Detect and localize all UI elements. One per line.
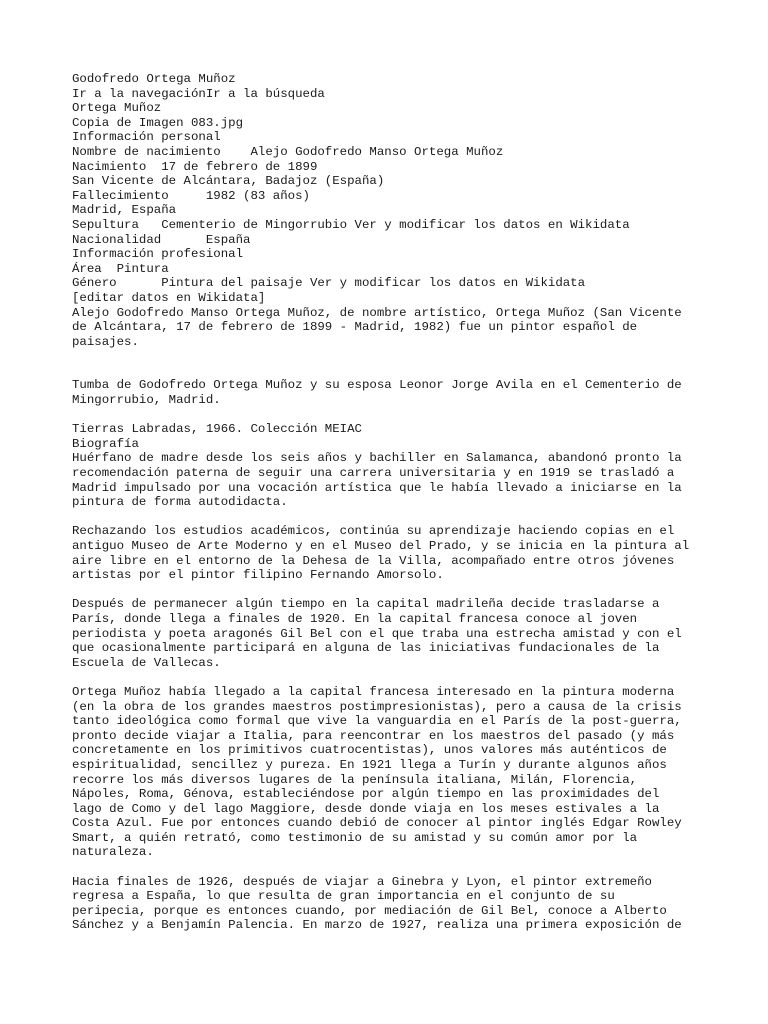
skip-navigation-links[interactable]: Ir a la navegaciónIr a la búsqueda: [72, 86, 325, 101]
spacer: [72, 510, 712, 525]
infobox-burial-row[interactable]: Sepultura Cementerio de Mingorrubio Ver y modificar los datos en Wikidata: [72, 217, 630, 232]
biography-paragraph: Rechazando los estudios académicos, continúa su aprendizaje haciendo copias en el antiguo Museo de Arte Moderno y en el Museo del Prado, y se inicia en la pintura al aire libre en el entorno de la Dehesa de la Villa, acompañado entre otros jóvenes artistas por el pintor filipino Fernando Amorsolo.: [72, 524, 690, 583]
infobox-image-caption[interactable]: Copia de Imagen 083.jpg: [72, 115, 244, 130]
page-title: Godofredo Ortega Muñoz: [72, 72, 236, 86]
biography-paragraph: Hacia finales de 1926, después de viajar a Ginebra y Lyon, el pintor extremeño regresa a España, lo que resulta de gran importancia en el conjunto de su peripecia, porque es entonces cuando, por mediación de Gil Bel, conoce a Alberto Sánchez y a Benjamín Palencia. En marzo de 1927, realiza una primera exposición de: [72, 874, 682, 933]
document-page: [72, 72, 712, 933]
spacer: [72, 670, 712, 685]
infobox-name: Ortega Muñoz: [72, 101, 162, 116]
infobox-nationality-row: Nacionalidad España: [72, 232, 251, 247]
intro-paragraph: Alejo Godofredo Manso Ortega Muñoz, de nombre artístico, Ortega Muñoz (San Vicente de Alcántara, 17 de febrero de 1899 - Madrid, 1982) fue un pintor español de paisajes.: [72, 305, 682, 349]
infobox: [72, 101, 712, 305]
painting-image-caption: Tierras Labradas, 1966. Colección MEIAC: [72, 422, 362, 437]
infobox-section-personal: Información personal: [72, 130, 221, 145]
spacer: [72, 349, 712, 378]
biography-paragraph: Después de permanecer algún tiempo en la capital madrileña decide trasladarse a París, donde llega a finales de 1920. En la capital francesa conoce al joven periodista y poeta aragonés Gil Bel con el que traba una estrecha amistad y con el que ocasionalmente participará en alguna de las iniciativas fundacionales de la Escuela de Vallecas.: [72, 597, 682, 670]
spacer: [72, 860, 712, 875]
infobox-section-professional: Información profesional: [72, 247, 244, 262]
spacer: [72, 408, 712, 423]
infobox-edit-link[interactable]: [editar datos en Wikidata]: [72, 290, 266, 305]
infobox-birth-name-row: Nombre de nacimiento Alejo Godofredo Manso Ortega Muñoz: [72, 144, 504, 159]
biography-paragraph: Huérfano de madre desde los seis años y bachiller en Salamanca, abandonó pronto la recomendación paterna de seguir una carrera universitaria y en 1919 se trasladó a Madrid impulsado por una vocación artística que le había llevado a iniciarse en la pintura de forma autodidacta.: [72, 451, 682, 510]
infobox-genre-row[interactable]: Género Pintura del paisaje Ver y modificar los datos en Wikidata: [72, 276, 586, 291]
infobox-death-row: Fallecimiento 1982 (83 años): [72, 188, 310, 203]
tomb-image-caption: Tumba de Godofredo Ortega Muñoz y su esposa Leonor Jorge Avila en el Cementerio de Mingorrubio, Madrid.: [72, 378, 682, 408]
infobox-birth-row: Nacimiento 17 de febrero de 1899: [72, 159, 318, 174]
infobox-birth-place[interactable]: San Vicente de Alcántara, Badajoz (España): [72, 174, 385, 189]
infobox-death-place[interactable]: Madrid, España: [72, 203, 177, 218]
biography-paragraph: Ortega Muñoz había llegado a la capital francesa interesado en la pintura moderna (en la obra de los grandes maestros postimpresionistas), pero a causa de la crisis tanto ideológica como formal que vive la vanguardia en el París de la post-guerra, pronto decide viajar a Italia, para reencontrar en los maestros del pasado (y más concretamente en los primitivos cuatrocentistas), unos valores más auténticos de espiritualidad, sencillez y pureza. En 1921 llega a Turín y durante algunos años recorre los más diversos lugares de la península italiana, Milán, Florencia, Nápoles, Roma, Génova, estableciéndose por algún tiempo en las proximidades del lago de Como y del lago Maggiore, desde donde viaja en los meses estivales a la Costa Azul. Fue por entonces cuando debió de conocer al pintor inglés Edgar Rowley Smart, a quién retrató, como testimonio de su amistad y su común amor por la naturaleza.: [72, 684, 682, 860]
section-heading-biography: Biografía: [72, 436, 139, 451]
infobox-area-row: Área Pintura: [72, 261, 169, 276]
spacer: [72, 583, 712, 598]
